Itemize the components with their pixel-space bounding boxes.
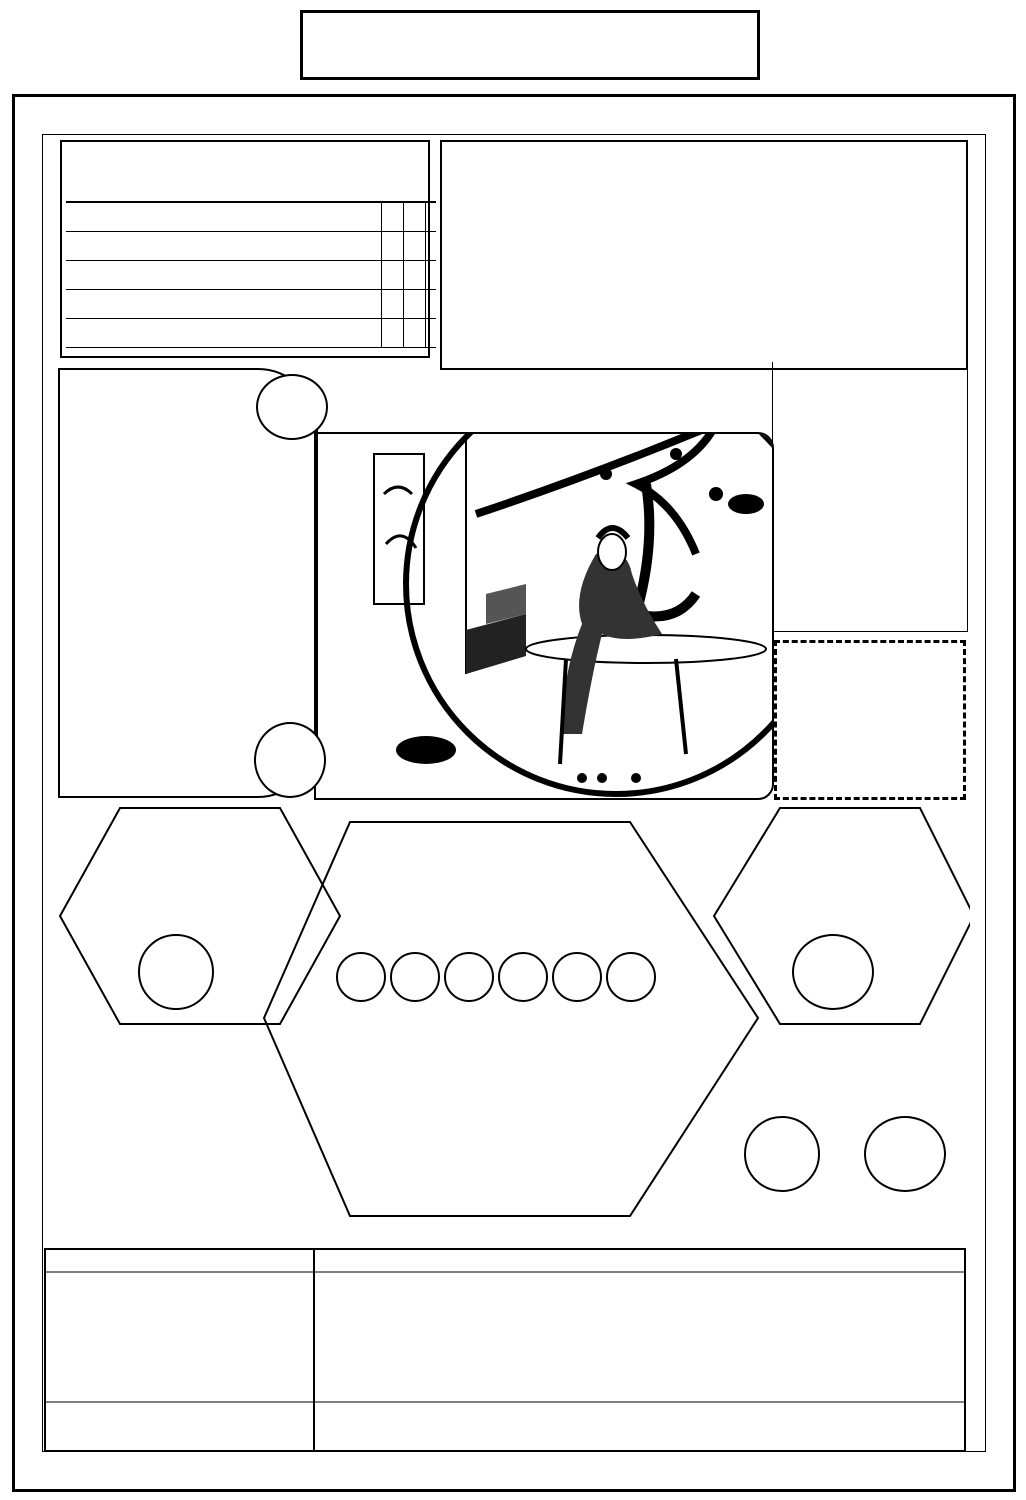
blank-box — [772, 362, 968, 632]
computer-pick-numbers — [336, 952, 656, 1002]
hex-left-number — [138, 934, 214, 1010]
circle-number-16 — [256, 374, 328, 440]
circle-number-45 — [254, 722, 326, 798]
results-grid — [44, 1248, 966, 1452]
figure-note-box — [774, 640, 966, 800]
door-row — [66, 202, 436, 231]
hexagon-shapes — [40, 798, 970, 1258]
border-band-right — [984, 100, 1016, 1490]
door-row — [66, 289, 436, 318]
give-header — [425, 175, 436, 202]
pick-number — [336, 952, 386, 1002]
pick-number — [552, 952, 602, 1002]
results-dot-grid — [46, 1250, 964, 1450]
pick-number — [606, 952, 656, 1002]
door-row — [66, 231, 436, 260]
logo-box — [440, 140, 968, 370]
woman-illustration — [314, 432, 774, 800]
pick-number — [498, 952, 548, 1002]
pick-number — [390, 952, 440, 1002]
masthead-title — [300, 10, 760, 80]
max-header — [382, 175, 404, 202]
border-band-left — [14, 100, 46, 1490]
door-table — [66, 175, 436, 348]
border-band-bottom — [40, 1456, 984, 1488]
min-header — [403, 175, 425, 202]
special-number-2 — [864, 1116, 946, 1192]
special-number-1 — [744, 1116, 820, 1192]
door-header — [66, 175, 382, 202]
door-row — [66, 260, 436, 289]
door-row — [66, 318, 436, 347]
illustration-drawing — [316, 434, 774, 800]
pick-number — [444, 952, 494, 1002]
hex-right-number — [792, 934, 874, 1010]
border-band-top — [44, 98, 980, 130]
